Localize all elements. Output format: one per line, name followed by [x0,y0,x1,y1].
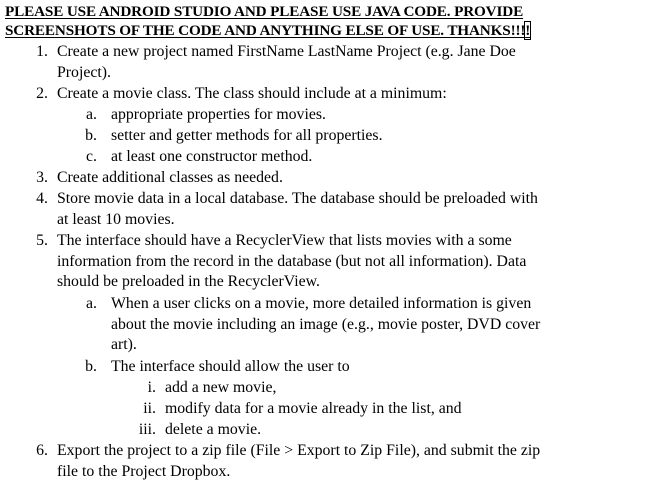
text-line: Store movie data in a local database. The database should be preloaded with [57,190,538,207]
text-line: Create a new project named FirstName LastName Project (e.g. Jane Doe [57,43,516,60]
text-line: setter and getter methods for all properties. [111,127,383,144]
list-marker: 3. [36,169,48,186]
text-line: delete a movie. [165,421,262,438]
text-line: file to the Project Dropbox. [57,462,231,480]
list-marker: 4. [36,190,48,207]
text-line: The interface should allow the user to [111,358,350,375]
heading-line-2-cursor-box: ! [525,22,531,39]
list-marker: c. [86,148,97,165]
text-line: Create additional classes as needed. [57,169,283,186]
list-item-text [111,357,350,378]
text-line: add a new movie, [165,379,277,396]
list-item-text [111,294,540,356]
list-item-text [165,399,462,420]
list-marker: b. [85,358,97,375]
list-marker: i. [147,379,156,396]
list-marker: iii. [138,421,156,438]
list-marker: 6. [36,442,48,459]
list-marker: 5. [36,232,48,249]
text-line: at least one constructor method. [111,148,313,165]
text-line: When a user clicks on a movie, more detailed information is given [111,295,532,312]
text-line: Export the project to a zip file (File > Export to Zip File), and submit the zip [57,442,541,459]
list-item-text [111,105,326,126]
text-line: art). [111,336,137,354]
list-marker: a. [86,295,97,312]
text-line: at least 10 movies. [57,210,175,228]
list-item-text [57,84,447,105]
list-item-text [57,441,540,482]
list-item-text [57,42,516,83]
list-marker: 2. [36,85,48,102]
list-item-text [57,189,538,230]
text-line: about the movie including an image (e.g., movie poster, DVD cover [111,315,541,333]
document-heading [5,2,645,40]
list-item-text [111,126,383,147]
text-line: appropriate properties for movies. [111,106,326,123]
text-line: information from the record in the database (but not all information). Data [57,252,527,270]
heading-line-2-text: SCREENSHOTS OF THE CODE AND ANYTHING ELSE OF USE. THANKS!!! [5,22,526,39]
text-line: should be preloaded in the RecyclerView. [57,273,320,291]
list-item-text [111,147,312,168]
list-marker: a. [86,106,97,123]
text-line: The interface should have a RecyclerView that lists movies with a some [57,232,512,249]
heading-line-1: PLEASE USE ANDROID STUDIO AND PLEASE USE JAVA CODE. PROVIDE [5,3,524,20]
heading-line-2 [5,21,645,40]
list-marker: ii. [143,400,156,417]
list-item-text [57,168,283,189]
text-line: Create a movie class. The class should include at a minimum: [57,85,447,102]
text-line: modify data for a movie already in the list, and [165,400,462,417]
list-item-text [165,420,261,441]
list-marker: b. [85,127,97,144]
text-line: Project). [57,63,111,81]
list-marker: 1. [36,43,48,60]
list-item-text [165,378,276,399]
list-item-text [57,231,526,293]
